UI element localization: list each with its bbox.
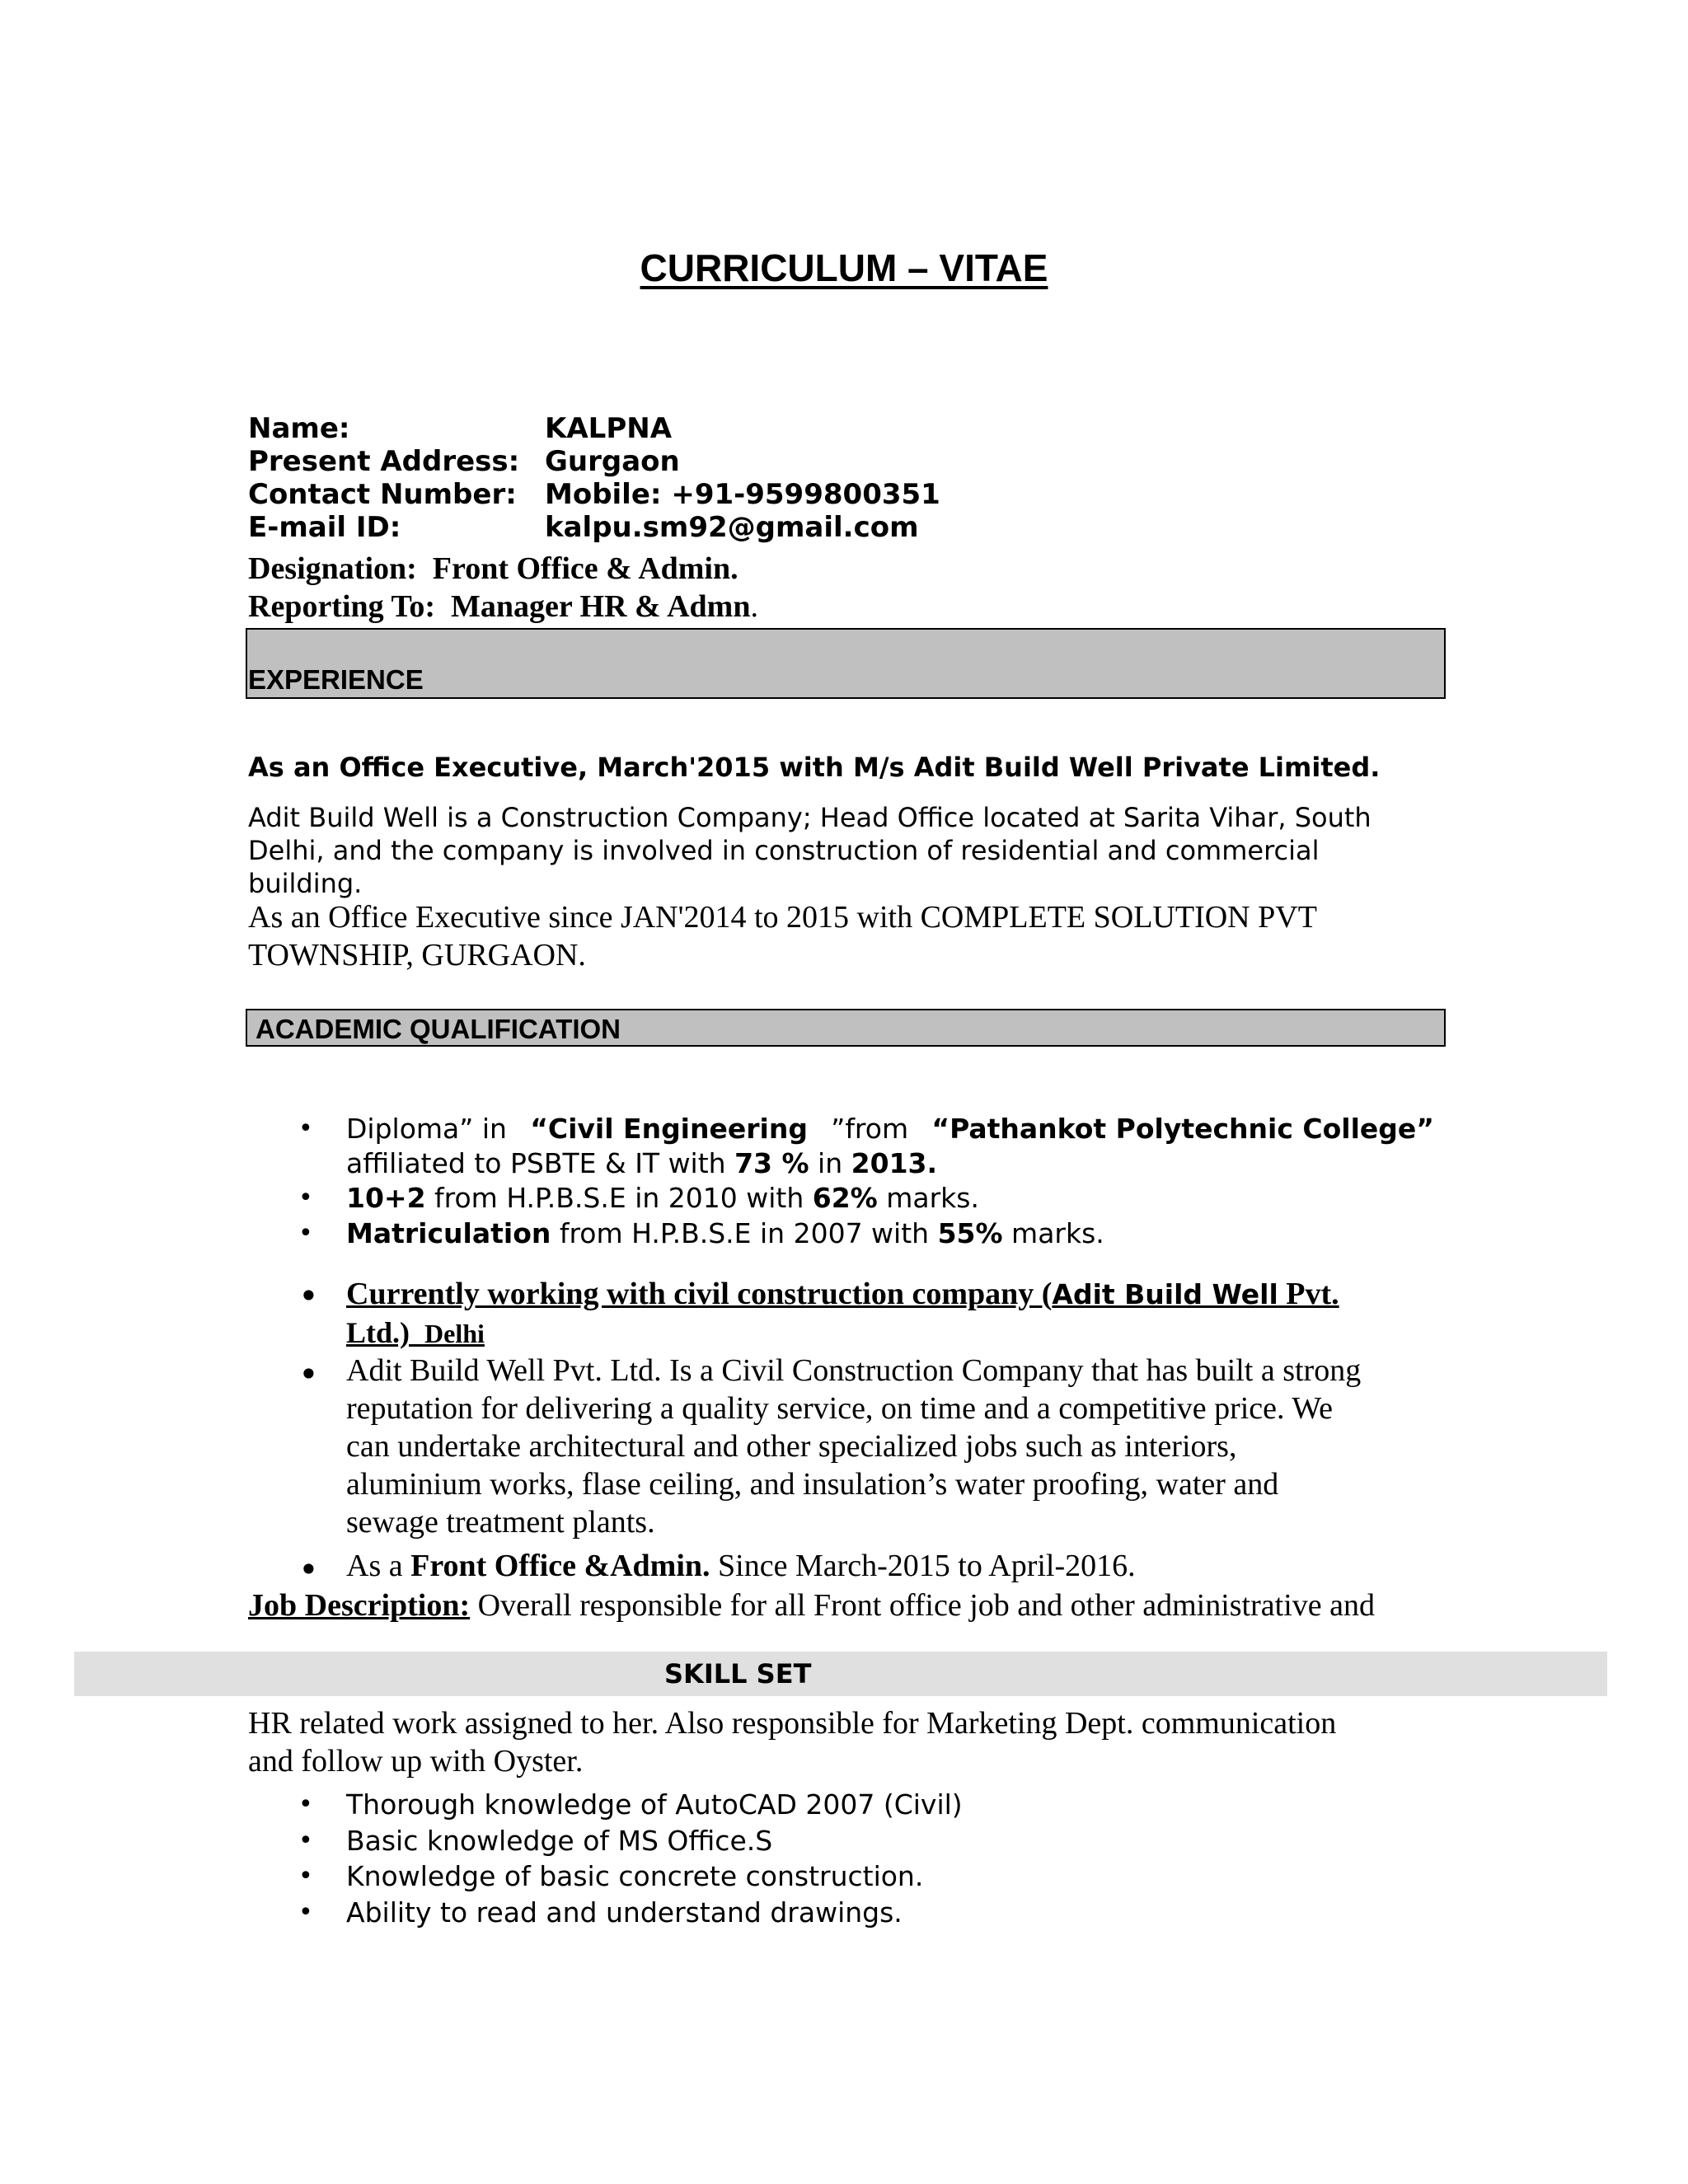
- matric-percent: 55%: [937, 1217, 1003, 1249]
- company-desc-line: Delhi, and the company is involved in construction of residential and commercial: [248, 835, 1320, 866]
- address-label: Present Address:: [248, 445, 520, 478]
- matric-line: [346, 1217, 1104, 1249]
- bullet-icon: •: [298, 1549, 319, 1590]
- reporting-value: Manager HR & Admn: [450, 589, 751, 624]
- bullet-icon: •: [298, 1898, 313, 1927]
- experience-heading: EXPERIENCE: [248, 664, 424, 695]
- twelfth-line: [346, 1182, 979, 1214]
- designation-line: [248, 551, 738, 587]
- twelfth-board: from H.P.B.S.E in 2010 with: [425, 1182, 813, 1214]
- matric-label: Matriculation: [346, 1217, 551, 1249]
- company-profile-line: sewage treatment plants.: [346, 1505, 655, 1540]
- previous-exp-line: As an Office Executive since JAN'2014 to 2015 with COMPLETE SOLUTION PVT: [248, 900, 1317, 935]
- name-label: Name:: [248, 412, 350, 445]
- bullet-icon: •: [298, 1354, 319, 1394]
- job-desc-text2: HR related work assigned to her. Also responsible for Marketing Dept. communication: [248, 1706, 1337, 1741]
- reporting-suffix: .: [750, 589, 758, 624]
- diploma-college: “Pathankot Polytechnic College”: [931, 1113, 1434, 1145]
- name-row: [248, 412, 672, 445]
- matric-marks: marks.: [1002, 1217, 1104, 1249]
- bullet-icon: •: [298, 1790, 313, 1819]
- address-value: Gurgaon: [545, 445, 680, 478]
- experience-role: As an Office Executive, March'2015 with M/s Adit Build Well Private Limited.: [248, 752, 1381, 783]
- bullet-icon: •: [298, 1219, 313, 1248]
- email-value: kalpu.sm92@gmail.com: [545, 511, 919, 544]
- diploma-percent: 73 %: [734, 1147, 809, 1179]
- skill-item: Thorough knowledge of AutoCAD 2007 (Civil): [346, 1788, 963, 1821]
- contact-value: Mobile: +91-9599800351: [545, 478, 940, 511]
- contact-row: [248, 478, 940, 511]
- contact-label: Contact Number:: [248, 478, 517, 511]
- skill-set-heading: SKILL SET: [664, 1658, 812, 1690]
- current-city: Delhi: [424, 1319, 485, 1348]
- role-prefix: As a: [346, 1549, 411, 1583]
- diploma-field: “Civil Engineering: [530, 1113, 808, 1145]
- reporting-label: Reporting To:: [248, 589, 435, 624]
- job-desc-cont-line: [248, 1704, 1432, 1742]
- role-dates: Since March-2015 to April-2016.: [710, 1549, 1136, 1583]
- current-work-text: Currently working with civil construction company (: [346, 1277, 1053, 1311]
- bullet-icon: •: [298, 1114, 313, 1143]
- company-profile: [346, 1352, 1361, 1541]
- company-profile-line: reputation for delivering a quality service, on time and a competitive price. We: [346, 1391, 1334, 1426]
- diploma-affiliation: affiliated to PSBTE & IT with: [346, 1147, 735, 1179]
- email-row: [248, 511, 919, 544]
- skill-set-band: [74, 1652, 1607, 1696]
- previous-experience: [248, 898, 1317, 974]
- twelfth-label: 10+2: [346, 1182, 426, 1214]
- designation-value: Front Office & Admin.: [432, 551, 738, 586]
- company-profile-line: aluminium works, flase ceiling, and insulation’s water proofing, water and: [346, 1467, 1279, 1502]
- diploma-word: Diploma” in: [346, 1113, 507, 1145]
- skill-item: Ability to read and understand drawings.: [346, 1896, 903, 1929]
- company-profile-line: can undertake architectural and other specialized jobs such as interiors,: [346, 1429, 1237, 1464]
- matric-board: from H.P.B.S.E in 2007 with: [551, 1217, 938, 1249]
- skill-item: Knowledge of basic concrete construction.: [346, 1860, 924, 1892]
- role-title: Front Office &Admin.: [410, 1549, 710, 1583]
- job-description-label: Job Description:: [248, 1588, 471, 1623]
- previous-exp-line: TOWNSHIP, GURGAON.: [248, 938, 586, 972]
- current-company: Adit Build Well: [1052, 1278, 1278, 1310]
- current-role-line: [346, 1548, 1136, 1584]
- job-description-text: Overall responsible for all Front office job and other administrative and: [470, 1588, 1375, 1623]
- reporting-line: [248, 588, 758, 625]
- job-desc-text3: and follow up with Oyster.: [248, 1744, 584, 1779]
- bullet-icon: •: [298, 1183, 313, 1212]
- diploma-in: in: [809, 1147, 851, 1179]
- skill-item: Basic knowledge of MS Office.S: [346, 1825, 773, 1857]
- job-description-line: [248, 1587, 1375, 1624]
- name-value: KALPNA: [545, 412, 673, 445]
- page-title: CURRICULUM – VITAE: [640, 246, 1048, 289]
- diploma-line-2: [346, 1147, 937, 1179]
- bullet-icon: •: [298, 1276, 319, 1316]
- experience-header-box: [246, 628, 1446, 699]
- diploma-line-1: [346, 1113, 1434, 1145]
- company-desc-line: building.: [248, 868, 363, 899]
- current-line-1: [346, 1276, 1339, 1312]
- company-profile-line: Adit Build Well Pvt. Ltd. Is a Civil Construction Company that has built a strong: [346, 1353, 1362, 1388]
- current-line-2: [346, 1315, 485, 1350]
- designation-label: Designation:: [248, 551, 417, 586]
- company-desc-line: Adit Build Well is a Construction Company; Head Office located at Sarita Vihar, South: [248, 802, 1372, 833]
- twelfth-percent: 62%: [812, 1182, 878, 1214]
- company-description: [248, 801, 1372, 900]
- email-label: E-mail ID:: [248, 511, 401, 544]
- diploma-year: 2013.: [851, 1147, 938, 1179]
- address-row: [248, 445, 680, 478]
- bullet-icon: •: [298, 1826, 313, 1855]
- bullet-icon: •: [298, 1862, 313, 1891]
- academic-heading: ACADEMIC QUALIFICATION: [256, 1014, 621, 1044]
- current-pvt: Pvt.: [1278, 1277, 1339, 1311]
- job-description-cont: [248, 1704, 1432, 1780]
- current-ltd: Ltd.): [346, 1316, 410, 1349]
- diploma-from: ”from: [831, 1113, 909, 1145]
- twelfth-marks: marks.: [877, 1182, 979, 1214]
